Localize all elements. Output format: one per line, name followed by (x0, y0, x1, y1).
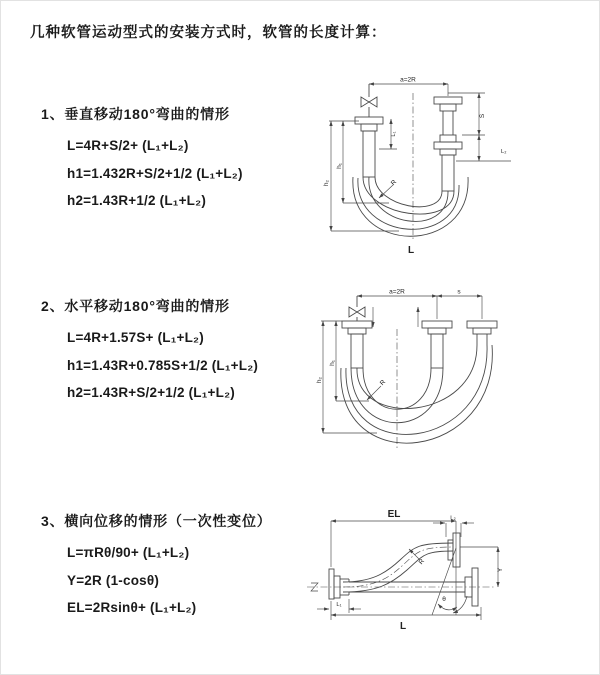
section-3-formula-L: L=πRθ/90+ (L₁+L₂) (67, 545, 190, 561)
diagram-vertical-180-bend (301, 71, 551, 263)
dim-l2 (433, 516, 474, 538)
valve-icon (361, 84, 377, 117)
section-2-formula-h1: h1=1.43R+0.785S+1/2 (L₁+L₂) (67, 357, 259, 373)
dim-span-a2r (369, 77, 448, 97)
dim-label-h2: h₂ (316, 376, 323, 384)
braided-hose-section (431, 334, 443, 368)
dim-label-a2r: a=2R (389, 288, 405, 296)
diagram-lateral-displacement (299, 503, 600, 649)
section-2-formula-L: L=4R+1.57S+ (L₁+L₂) (67, 330, 204, 346)
dim-label-h2: h₂ (323, 179, 330, 187)
dim-label-s: S (479, 113, 486, 119)
dim-radius (379, 179, 398, 198)
dim-label-s: s (457, 288, 461, 296)
dim-label-l2: L₂ (501, 149, 507, 155)
section-1-text (41, 104, 243, 215)
dim-label-length: L (407, 245, 415, 256)
hose-u-arcs (353, 177, 468, 236)
dim-label-el: EL (387, 509, 401, 520)
section-1-heading: 1、垂直移动180°弯曲的情形 (41, 106, 230, 122)
section-1-formula-h1: h1=1.432R+S/2+1/2 (L₁+L₂) (67, 165, 243, 181)
section-3-text (41, 511, 272, 622)
dim-label-radius: R (417, 557, 427, 567)
dim-length (331, 601, 481, 632)
dim-label-h1: h₁ (329, 360, 336, 366)
page-title: 几种软管运动型式的安装方式时，软管的长度计算： (30, 25, 387, 41)
braided-hose-section (363, 131, 375, 177)
hose-u-arcs (341, 345, 493, 443)
upper-right-flange (448, 533, 460, 567)
angle-theta (432, 548, 467, 615)
section-3-formula-Y: Y=2R (1-cosθ) (67, 572, 160, 588)
dim-label-y: Y (497, 567, 504, 573)
section-3-formula-EL: EL=2Rsinθ+ (L₁+L₂) (67, 600, 197, 616)
dim-heights (316, 321, 377, 433)
dim-l1 (317, 599, 361, 613)
dim-radius (367, 379, 387, 400)
dim-span-a2r-s (357, 289, 482, 320)
dim-y (460, 547, 504, 587)
section-3-heading: 3、横向位移的情形（一次性变位） (41, 513, 272, 529)
middle-pipe-flange (422, 321, 452, 368)
dim-s-l2 (448, 93, 511, 161)
braided-hose-section (442, 155, 454, 191)
dim-label-theta: θ (442, 596, 446, 603)
dim-label-h1: h₁ (336, 163, 343, 169)
dim-label-l1: L₁ (336, 602, 342, 608)
dim-l1 (379, 119, 397, 149)
straight-pipe (307, 582, 495, 592)
valve-icon (349, 296, 365, 321)
dim-label-l2: L₂ (450, 515, 456, 522)
section-2-formula-h2: h2=1.43R+S/2+1/2 (L₁+L₂) (67, 385, 235, 401)
dim-label-length: L (399, 621, 407, 632)
dim-label-a2r: a=2R (400, 76, 416, 84)
small-dim-arrows (373, 307, 418, 327)
hose-s-curve (343, 543, 453, 592)
dim-heights (323, 121, 399, 231)
diagram-horizontal-180-bend (311, 283, 600, 469)
left-pipe-flange (342, 321, 372, 368)
section-2-text (41, 296, 258, 407)
left-pipe-flange (355, 117, 383, 177)
section-1-formula-L: L=4R+S/2+ (L₁+L₂) (67, 138, 189, 154)
left-flange (329, 569, 349, 599)
braided-hose-section (351, 334, 363, 368)
dim-label-radius: R (389, 178, 399, 188)
section-2-heading: 2、水平移动180°弯曲的情形 (41, 298, 230, 314)
dim-label-radius: R (378, 378, 388, 388)
right-pipe-flange (434, 97, 462, 191)
dim-el (331, 509, 456, 615)
section-1-formula-h2: h2=1.43R+1/2 (L₁+L₂) (67, 193, 207, 209)
right-pipe-flange (467, 321, 497, 345)
dim-label-l1: L₁ (391, 131, 397, 137)
